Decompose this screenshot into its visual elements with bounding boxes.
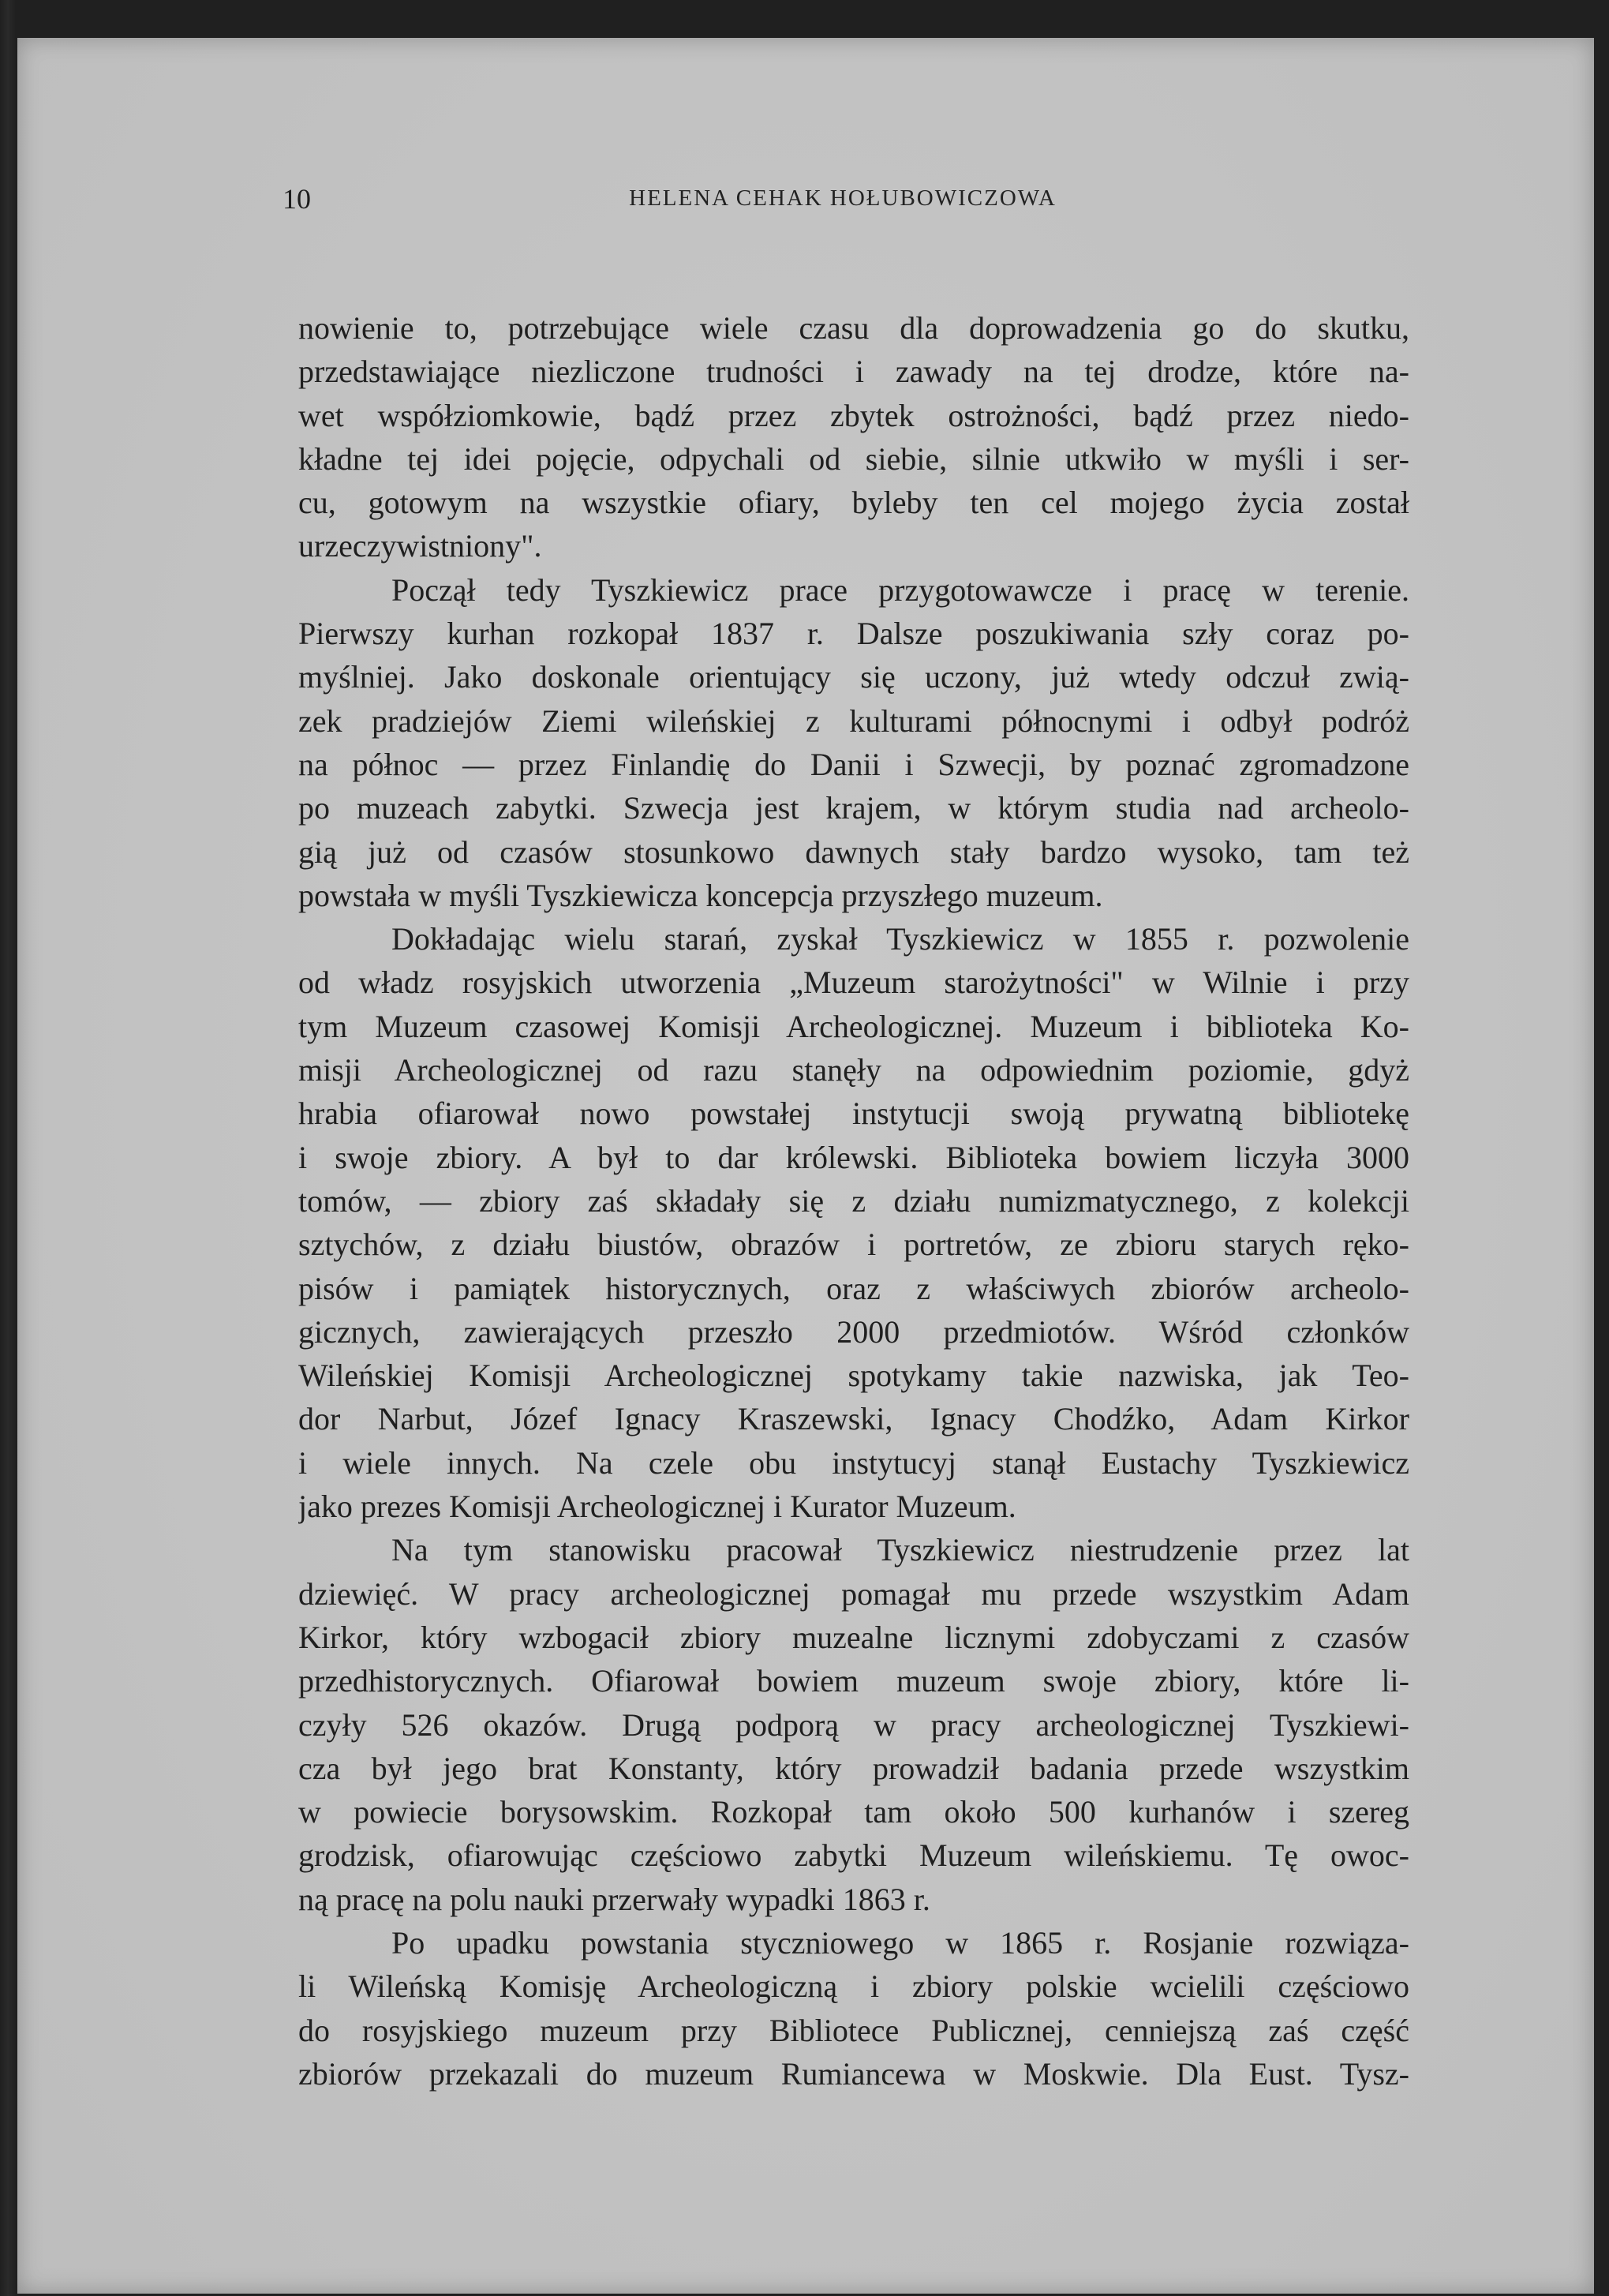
text-line: Pierwszy kurhan rozkopał 1837 r. Dalsze poszukiwania szły coraz po-	[298, 616, 1409, 652]
text-line: wet współziomkowie, bądź przez zbytek ostrożności, bądź przez niedo-	[298, 397, 1409, 433]
text-line: przedhistorycznych. Ofiarował bowiem muzeum swoje zbiory, które li-	[298, 1663, 1409, 1699]
text-line: Po upadku powstania styczniowego w 1865 r. Rosjanie rozwiąza-	[391, 1924, 1409, 1961]
text-line: po muzeach zabytki. Szwecja jest krajem, w którym studia nad archeolo-	[298, 790, 1409, 826]
text-line: i swoje zbiory. A był to dar królewski. Biblioteka bowiem liczyła 3000	[298, 1139, 1409, 1175]
text-line: nowienie to, potrzebujące wiele czasu dla doprowadzenia go do skutku,	[298, 310, 1409, 346]
text-line: urzeczywistniony".	[298, 528, 542, 564]
text-line: kładne tej idei pojęcie, odpychali od siebie, silnie utkwiło w myśli i ser-	[298, 440, 1409, 477]
text-line: misji Archeologicznej od razu stanęły na odpowiednim poziomie, gdyż	[298, 1052, 1409, 1088]
text-line: cza był jego brat Konstanty, który prowadził badania przede wszystkim	[298, 1750, 1409, 1786]
text-line: gią już od czasów stosunkowo dawnych stały bardzo wysoko, tam też	[298, 833, 1409, 870]
text-line: Kirkor, który wzbogacił zbiory muzealne licznymi zdobyczami z czasów	[298, 1619, 1409, 1655]
text-line: ną pracę na polu nauki przerwały wypadki 1863 r.	[298, 1881, 930, 1917]
text-line: pisów i pamiątek historycznych, oraz z właściwych zbiorów archeolo-	[298, 1270, 1409, 1306]
text-line: cu, gotowym na wszystkie ofiary, byleby ten cel mojego życia został	[298, 485, 1409, 521]
body-text	[298, 306, 1409, 2096]
running-head: HELENA CEHAK HOŁUBOWICZOWA	[629, 185, 1057, 211]
text-line: tym Muzeum czasowej Komisji Archeologicznej. Muzeum i biblioteka Ko-	[298, 1008, 1409, 1044]
text-line: dor Narbut, Józef Ignacy Kraszewski, Ignacy Chodźko, Adam Kirkor	[298, 1401, 1409, 1437]
text-line: Wileńskiej Komisji Archeologicznej spotykamy takie nazwiska, jak Teo-	[298, 1358, 1409, 1394]
book-page	[17, 38, 1594, 2294]
text-line: Na tym stanowisku pracował Tyszkiewicz niestrudzenie przez lat	[391, 1532, 1409, 1568]
text-line: przedstawiające niezliczone trudności i zawady na tej drodze, które na-	[298, 354, 1409, 390]
page-header	[283, 182, 1403, 230]
text-line: i wiele innych. Na czele obu instytucyj stanął Eustachy Tyszkiewicz	[298, 1444, 1409, 1481]
text-line: myślniej. Jako doskonale orientujący się uczony, już wtedy odczuł zwią-	[298, 659, 1409, 695]
text-line: li Wileńską Komisję Archeologiczną i zbiory polskie wcielili częściowo	[298, 1968, 1409, 2005]
text-line: Począł tedy Tyszkiewicz prace przygotowawcze i pracę w terenie.	[391, 571, 1409, 608]
text-line: od władz rosyjskich utworzenia „Muzeum starożytności" w Wilnie i przy	[298, 964, 1409, 1001]
text-line: tomów, — zbiory zaś składały się z działu numizmatycznego, z kolekcji	[298, 1182, 1409, 1219]
text-line: Dokładając wielu starań, zyskał Tyszkiewicz w 1855 r. pozwolenie	[391, 921, 1409, 957]
text-line: powstała w myśli Tyszkiewicza koncepcja przyszłego muzeum.	[298, 877, 1103, 913]
text-line: grodzisk, ofiarowując częściowo zabytki Muzeum wileńskiemu. Tę owoc-	[298, 1837, 1409, 1874]
text-line: gicznych, zawierających przeszło 2000 przedmiotów. Wśród członków	[298, 1313, 1409, 1350]
text-line: zbiorów przekazali do muzeum Rumiancewa w Moskwie. Dla Eust. Tysz-	[298, 2055, 1409, 2092]
text-line: sztychów, z działu biustów, obrazów i portretów, ze zbioru starych ręko-	[298, 1227, 1409, 1263]
text-line: dziewięć. W pracy archeologicznej pomagał mu przede wszystkim Adam	[298, 1575, 1409, 1612]
text-line: jako prezes Komisji Archeologicznej i Kurator Muzeum.	[298, 1489, 1016, 1525]
text-line: do rosyjskiego muzeum przy Bibliotece Publicznej, cenniejszą zaś część	[298, 2012, 1409, 2048]
text-line: czyły 526 okazów. Drugą podporą w pracy archeologicznej Tyszkiewi-	[298, 1706, 1409, 1743]
text-line: hrabia ofiarował nowo powstałej instytucji swoją prywatną bibliotekę	[298, 1096, 1409, 1132]
text-line: na północ — przez Finlandię do Danii i Szwecji, by poznać zgromadzone	[298, 746, 1409, 782]
text-line: zek pradziejów Ziemi wileńskiej z kulturami północnymi i odbył podróż	[298, 702, 1409, 739]
page-number: 10	[283, 183, 311, 215]
text-line: w powiecie borysowskim. Rozkopał tam około 500 kurhanów i szereg	[298, 1794, 1409, 1830]
